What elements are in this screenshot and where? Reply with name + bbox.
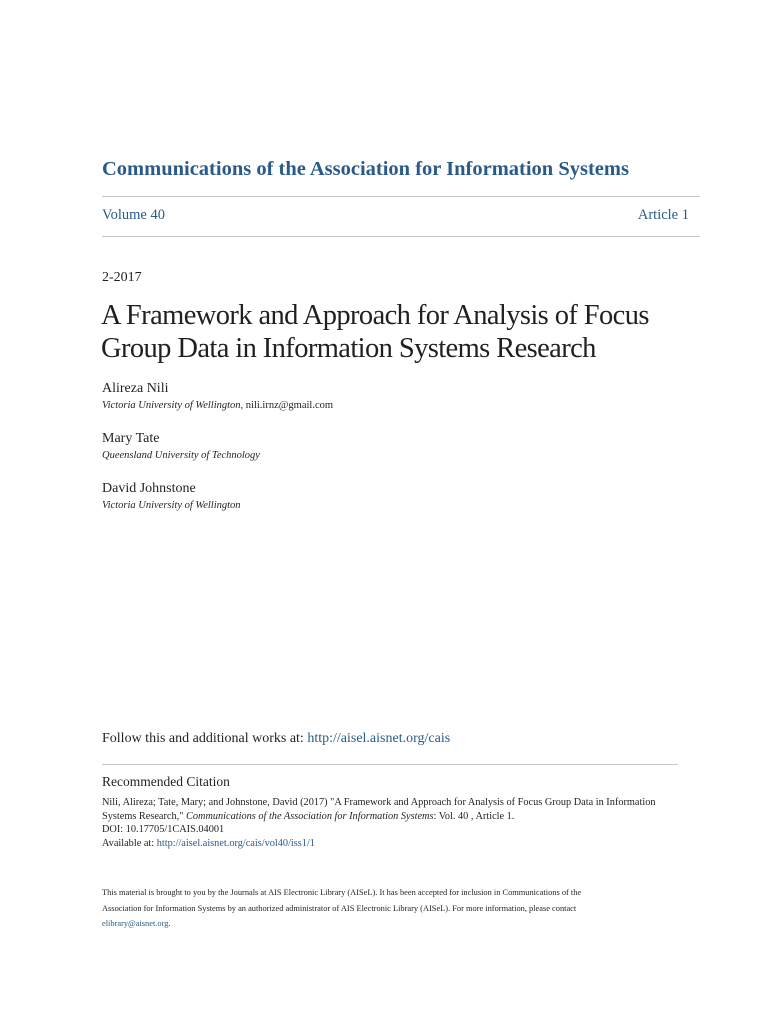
citation-line: Nili, Alireza; Tate, Mary; and Johnstone, David (2017) "A Framework and Approach for Analysis of Focus Group Data in Information (102, 797, 656, 808)
footer-line: Association for Information Systems by an authorized administrator of AIS Electronic Library (AISeL). For more information, please contact (102, 903, 577, 913)
author-affiliation (102, 498, 662, 514)
footer-line: This material is brought to you by the Journals at AIS Electronic Library (AISeL). It has been accepted for inclusion in Communications of the (102, 888, 582, 897)
author-affiliation (102, 448, 662, 464)
follow-text: Follow this and additional works at: (102, 731, 308, 746)
author-block (102, 380, 662, 414)
publication-date: 2-2017 (102, 270, 142, 285)
article-link[interactable]: Article 1 (637, 207, 689, 223)
journal-title-link[interactable]: Communications of the Association for Information Systems (102, 158, 629, 180)
author-affiliation (102, 398, 662, 414)
citation-line (102, 810, 682, 824)
citation-text: Systems Research," (102, 810, 186, 822)
citation-doi: DOI: 10.17705/1CAIS.04001 (102, 824, 225, 835)
citation-available (102, 837, 682, 851)
follow-line (102, 731, 450, 747)
citation-divider (102, 764, 678, 765)
author-name: Alireza Nili (102, 381, 169, 396)
header-divider-top (102, 196, 700, 197)
header-divider-bottom (102, 236, 700, 237)
footer-contact (102, 916, 662, 932)
footer-period: . (168, 919, 171, 928)
repository-link[interactable]: http://aisel.aisnet.org/cais (307, 731, 451, 746)
paper-title: A Framework and Approach for Analysis of Focus Group Data in Information Systems Research (101, 300, 649, 364)
recommended-citation (102, 796, 682, 850)
author-name: Mary Tate (102, 431, 160, 446)
available-label: Available at: (102, 837, 157, 849)
footer-notice (102, 885, 662, 932)
author-block (102, 480, 662, 514)
author-email: , nili.irnz@gmail.com (240, 400, 334, 411)
citation-heading: Recommended Citation (102, 774, 230, 789)
author-block (102, 430, 662, 464)
volume-link[interactable]: Volume 40 (102, 207, 165, 223)
affiliation-text: Queensland University of Technology (102, 450, 260, 461)
citation-text: : Vol. 40 , Article 1. (433, 810, 515, 822)
citation-journal: Communications of the Association for Information Systems (186, 810, 434, 822)
affiliation-text: Victoria University of Wellington (102, 400, 241, 411)
author-name: David Johnstone (102, 481, 196, 496)
affiliation-text: Victoria University of Wellington (102, 500, 241, 511)
contact-email-link[interactable]: elibrary@aisnet.org (102, 919, 169, 928)
article-url-link[interactable]: http://aisel.aisnet.org/cais/vol40/iss1/1 (156, 837, 315, 849)
